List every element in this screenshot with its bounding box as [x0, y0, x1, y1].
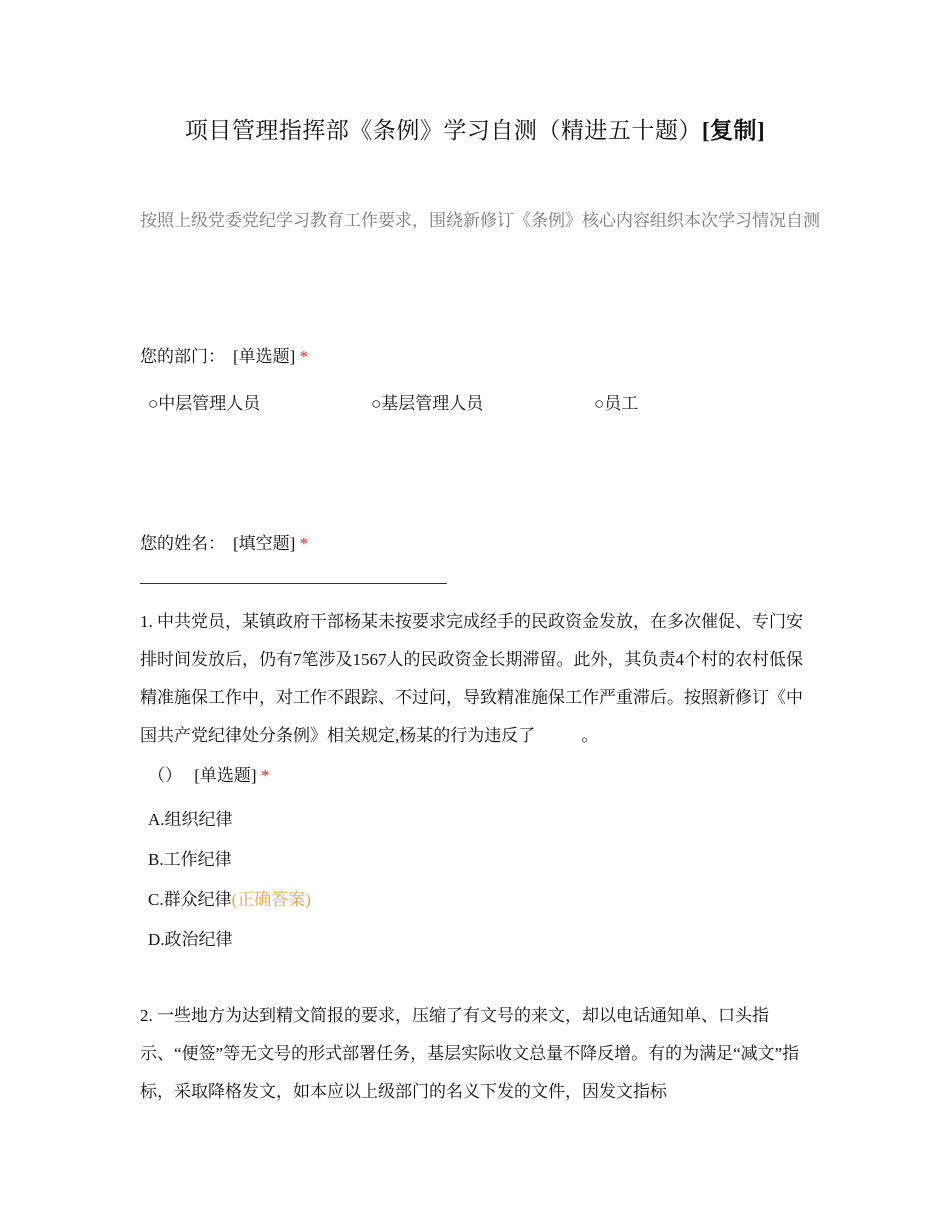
question-1-end: 。 — [581, 726, 599, 745]
question-1-paren: （） — [148, 766, 182, 785]
correct-answer-note: (正确答案) — [231, 890, 311, 909]
name-input-line[interactable] — [140, 583, 447, 584]
option-a[interactable] — [148, 800, 311, 840]
question-2-text: 2. 一些地方为达到精文简报的要求，压缩了有文号的来文，却以电话通知单、口头指示、“便签”等无文号的形式部署任务，基层实际收文总量不降反增。有的为满足“减文”指标，采取降格发文，如本应以上级部门的名义下发的文件，因发文指标 — [140, 1006, 800, 1101]
option-c[interactable] — [148, 880, 311, 920]
required-mark: * — [299, 534, 309, 553]
question-type: [填空题] — [233, 534, 296, 553]
option-a-label: A.组织纪律 — [148, 810, 233, 829]
survey-description: 按照上级党委党纪学习教育工作要求，围绕新修订《条例》核心内容组织本次学习情况自测 — [140, 211, 820, 231]
name-question — [140, 529, 308, 554]
question-1-body: 1. 中共党员，某镇政府干部杨某未按要求完成经手的民政资金发放，在多次催促、专门安排时间发放后，仍有7笔涉及1567人的民政资金长期滞留。此外，其负责4个村的农村低保精准施保工作中，对工作不跟踪、不过问，导致精准施保工作严重滞后。按照新修订《中国共产党纪律处分条例》相关规定,杨某的行为违反了 — [140, 612, 803, 745]
option-grassroots-management[interactable]: ○基层管理人员 — [371, 394, 484, 413]
department-question — [140, 342, 308, 367]
survey-title-text: 项目管理指挥部《条例》学习自测（精进五十题） — [184, 118, 702, 143]
question-type: [单选题] — [233, 347, 296, 366]
question-1-text — [140, 603, 812, 755]
copy-tag[interactable]: [复制] — [701, 118, 766, 143]
required-mark: * — [260, 766, 270, 785]
department-label: 您的部门： — [140, 347, 225, 366]
option-c-label: C.群众纪律 — [148, 890, 232, 909]
option-b-label: B.工作纪律 — [148, 850, 232, 869]
survey-title — [0, 112, 950, 145]
question-type: [单选题] — [194, 766, 257, 785]
option-middle-management[interactable]: ○中层管理人员 — [148, 394, 261, 413]
option-d-label: D.政治纪律 — [148, 930, 233, 949]
department-options — [148, 389, 848, 417]
option-d[interactable] — [148, 920, 311, 960]
question-1-meta — [148, 761, 269, 786]
option-staff[interactable]: ○员工 — [594, 394, 639, 413]
required-mark: * — [299, 347, 309, 366]
question-1-options — [148, 800, 311, 960]
name-label: 您的姓名： — [140, 534, 225, 553]
option-b[interactable] — [148, 840, 311, 880]
